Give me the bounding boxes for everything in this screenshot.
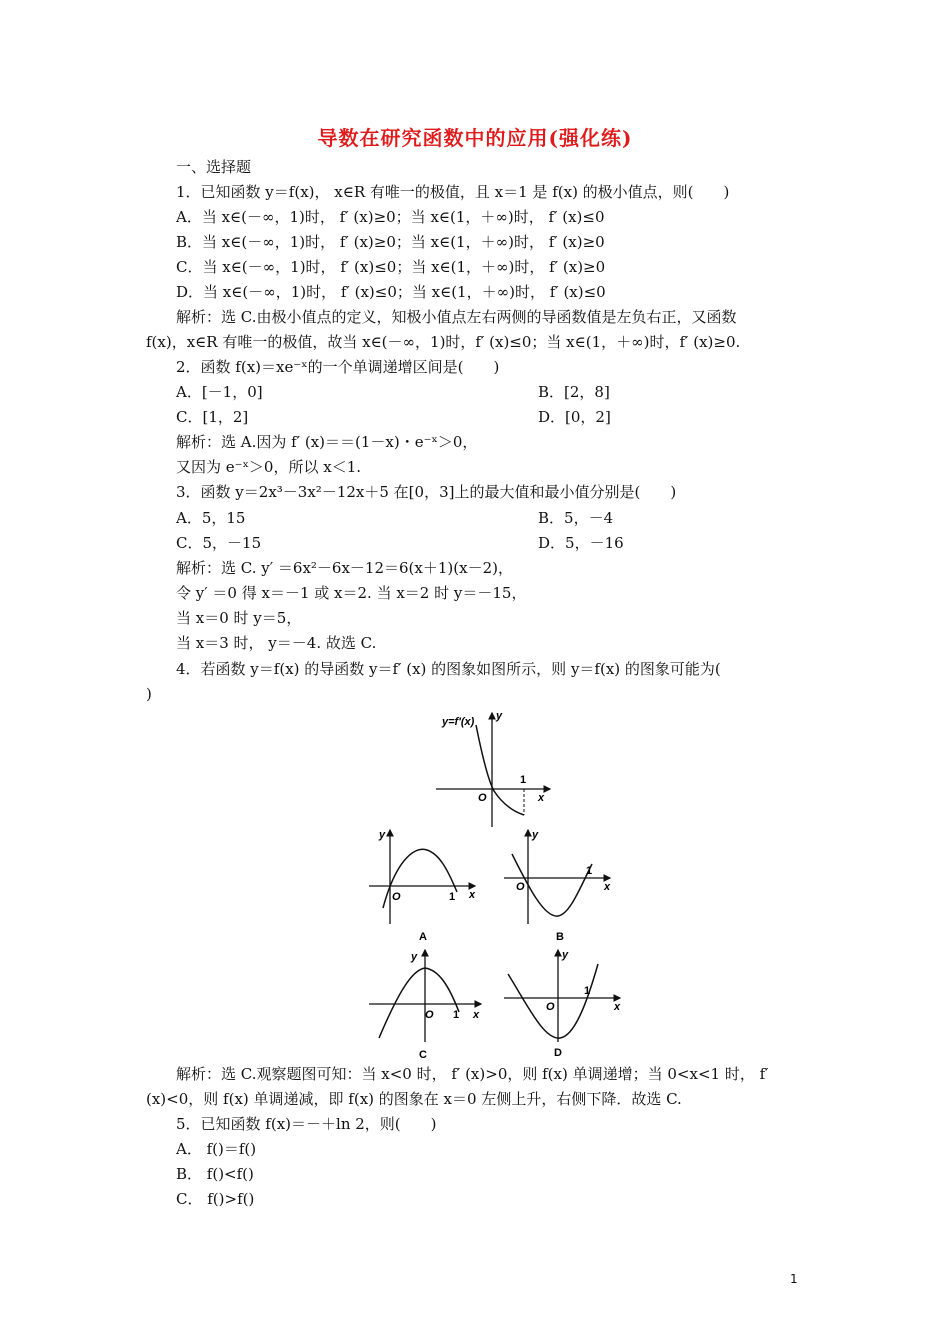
option-c-graph	[365, 946, 485, 1064]
option-b-graph	[500, 826, 615, 946]
q5-option-c: C． f()>f()	[176, 1190, 255, 1208]
origin-label: O	[546, 1001, 555, 1013]
q5-option-b: B． f()<f()	[176, 1165, 254, 1183]
x-axis-label: x	[473, 1009, 480, 1021]
y-axis-label: y	[532, 829, 539, 841]
q3-stem: 3．函数 y＝2x³－3x²－12x＋5 在[0，3]上的最大值和最小值分别是( )	[176, 483, 677, 501]
q1-option-a: A．当 x∈(－∞，1)时， f′ (x)≥0；当 x∈(1，＋∞)时， f′ (x)≤0	[176, 208, 605, 226]
q4-stem-line2: )	[146, 685, 152, 703]
option-d-graph	[500, 946, 625, 1064]
q1-option-b: B．当 x∈(－∞，1)时， f′ (x)≥0；当 x∈(1，＋∞)时， f′ (x)≥0	[176, 233, 605, 251]
q2-option-c: C．[1，2]	[176, 408, 249, 426]
y-axis-label: y	[562, 949, 569, 961]
origin-label: O	[516, 881, 525, 893]
q3-option-d: D．5，－16	[538, 534, 624, 552]
origin-label: O	[425, 1009, 434, 1021]
option-c-curve	[379, 968, 459, 1038]
tick-one-label: 1	[449, 891, 456, 903]
tick-one-label: 1	[584, 985, 591, 997]
q4-stem-line1: 4．若函数 y＝f(x) 的导函数 y＝f′ (x) 的图象如图所示，则 y＝f(x) 的图象可能为(	[176, 660, 721, 678]
q2-stem: 2．函数 f(x)＝xe⁻ˣ的一个单调递增区间是( )	[176, 358, 500, 376]
x-axis-label: x	[538, 792, 545, 804]
x-axis-label: x	[469, 889, 476, 901]
q3-option-c: C．5，－15	[176, 534, 262, 552]
q3-solution-line1: 解析：选 C. y′ ＝6x²－6x－12＝6(x＋1)(x－2)，	[176, 559, 513, 577]
q2-option-d: D．[0，2]	[538, 408, 611, 426]
q3-solution-line3: 当 x＝0 时 y＝5，	[176, 609, 302, 627]
q3-solution-line2: 令 y′ ＝0 得 x＝－1 或 x＝2. 当 x＝2 时 y＝－15，	[176, 584, 527, 602]
q4-solution-line2: (x)<0，则 f(x) 单调递减，即 f(x) 的图象在 x＝0 左侧上升，右侧下降．故选 C.	[146, 1090, 682, 1108]
y-axis-label: y	[411, 951, 418, 963]
page-number: 1	[790, 1272, 798, 1286]
q5-option-a: A． f()＝f()	[176, 1140, 257, 1158]
q5-stem: 5．已知函数 f(x)＝－＋ln 2，则( )	[176, 1115, 437, 1133]
q3-solution-line4: 当 x＝3 时， y＝－4. 故选 C.	[176, 634, 377, 652]
derivative-graph-figure	[432, 705, 562, 830]
q4-solution-line1: 解析：选 C.观察题图可知：当 x<0 时， f′ (x)>0，则 f(x) 单调递增；当 0<x<1 时， f′	[176, 1065, 769, 1083]
origin-label: O	[392, 891, 401, 903]
x-axis-label: x	[604, 881, 611, 893]
option-d-label: D	[554, 1047, 562, 1059]
section-heading: 一、选择题	[176, 158, 252, 176]
option-b-label: B	[556, 931, 564, 943]
q2-option-b: B．[2，8]	[538, 383, 610, 401]
y-axis-label: y	[496, 710, 503, 722]
tick-one-label: 1	[586, 865, 593, 877]
origin-label: O	[478, 792, 487, 804]
y-axis-label: y	[379, 829, 386, 841]
page-title: 导数在研究函数中的应用(强化练)	[317, 126, 633, 150]
option-a-graph	[365, 826, 480, 946]
x-axis-label: x	[614, 1001, 621, 1013]
option-a-label: A	[419, 931, 427, 943]
q2-option-a: A．[－1，0]	[176, 383, 263, 401]
tick-one-label: 1	[453, 1009, 460, 1021]
q1-solution-line1: 解析：选 C.由极小值点的定义，知极小值点左右两侧的导函数值是左负右正，又函数	[176, 308, 737, 326]
curve-label: y=f′(x)	[442, 716, 475, 728]
q3-option-a: A．5，15	[176, 509, 246, 527]
q2-solution-line1: 解析：选 A.因为 f′ (x)＝＝(1－x)・e⁻ˣ＞0，	[176, 433, 478, 451]
q2-solution-line2: 又因为 e⁻ˣ＞0，所以 x＜1.	[176, 458, 362, 476]
tick-one-label: 1	[520, 774, 527, 786]
q1-option-c: C．当 x∈(－∞，1)时， f′ (x)≤0；当 x∈(1，＋∞)时， f′ (x)≥0	[176, 258, 606, 276]
option-c-label: C	[419, 1049, 427, 1061]
q1-option-d: D．当 x∈(－∞，1)时， f′ (x)≤0；当 x∈(1，＋∞)时， f′ (x)≤0	[176, 283, 606, 301]
q1-solution-line2: f(x)，x∈R 有唯一的极值，故当 x∈(－∞，1)时，f′ (x)≤0；当 x∈(1，＋∞)时，f′ (x)≥0.	[146, 333, 741, 351]
q1-stem: 1．已知函数 y＝f(x)， x∈R 有唯一的极值，且 x＝1 是 f(x) 的极小值点，则( )	[176, 183, 730, 201]
q3-option-b: B．5，－4	[538, 509, 614, 527]
